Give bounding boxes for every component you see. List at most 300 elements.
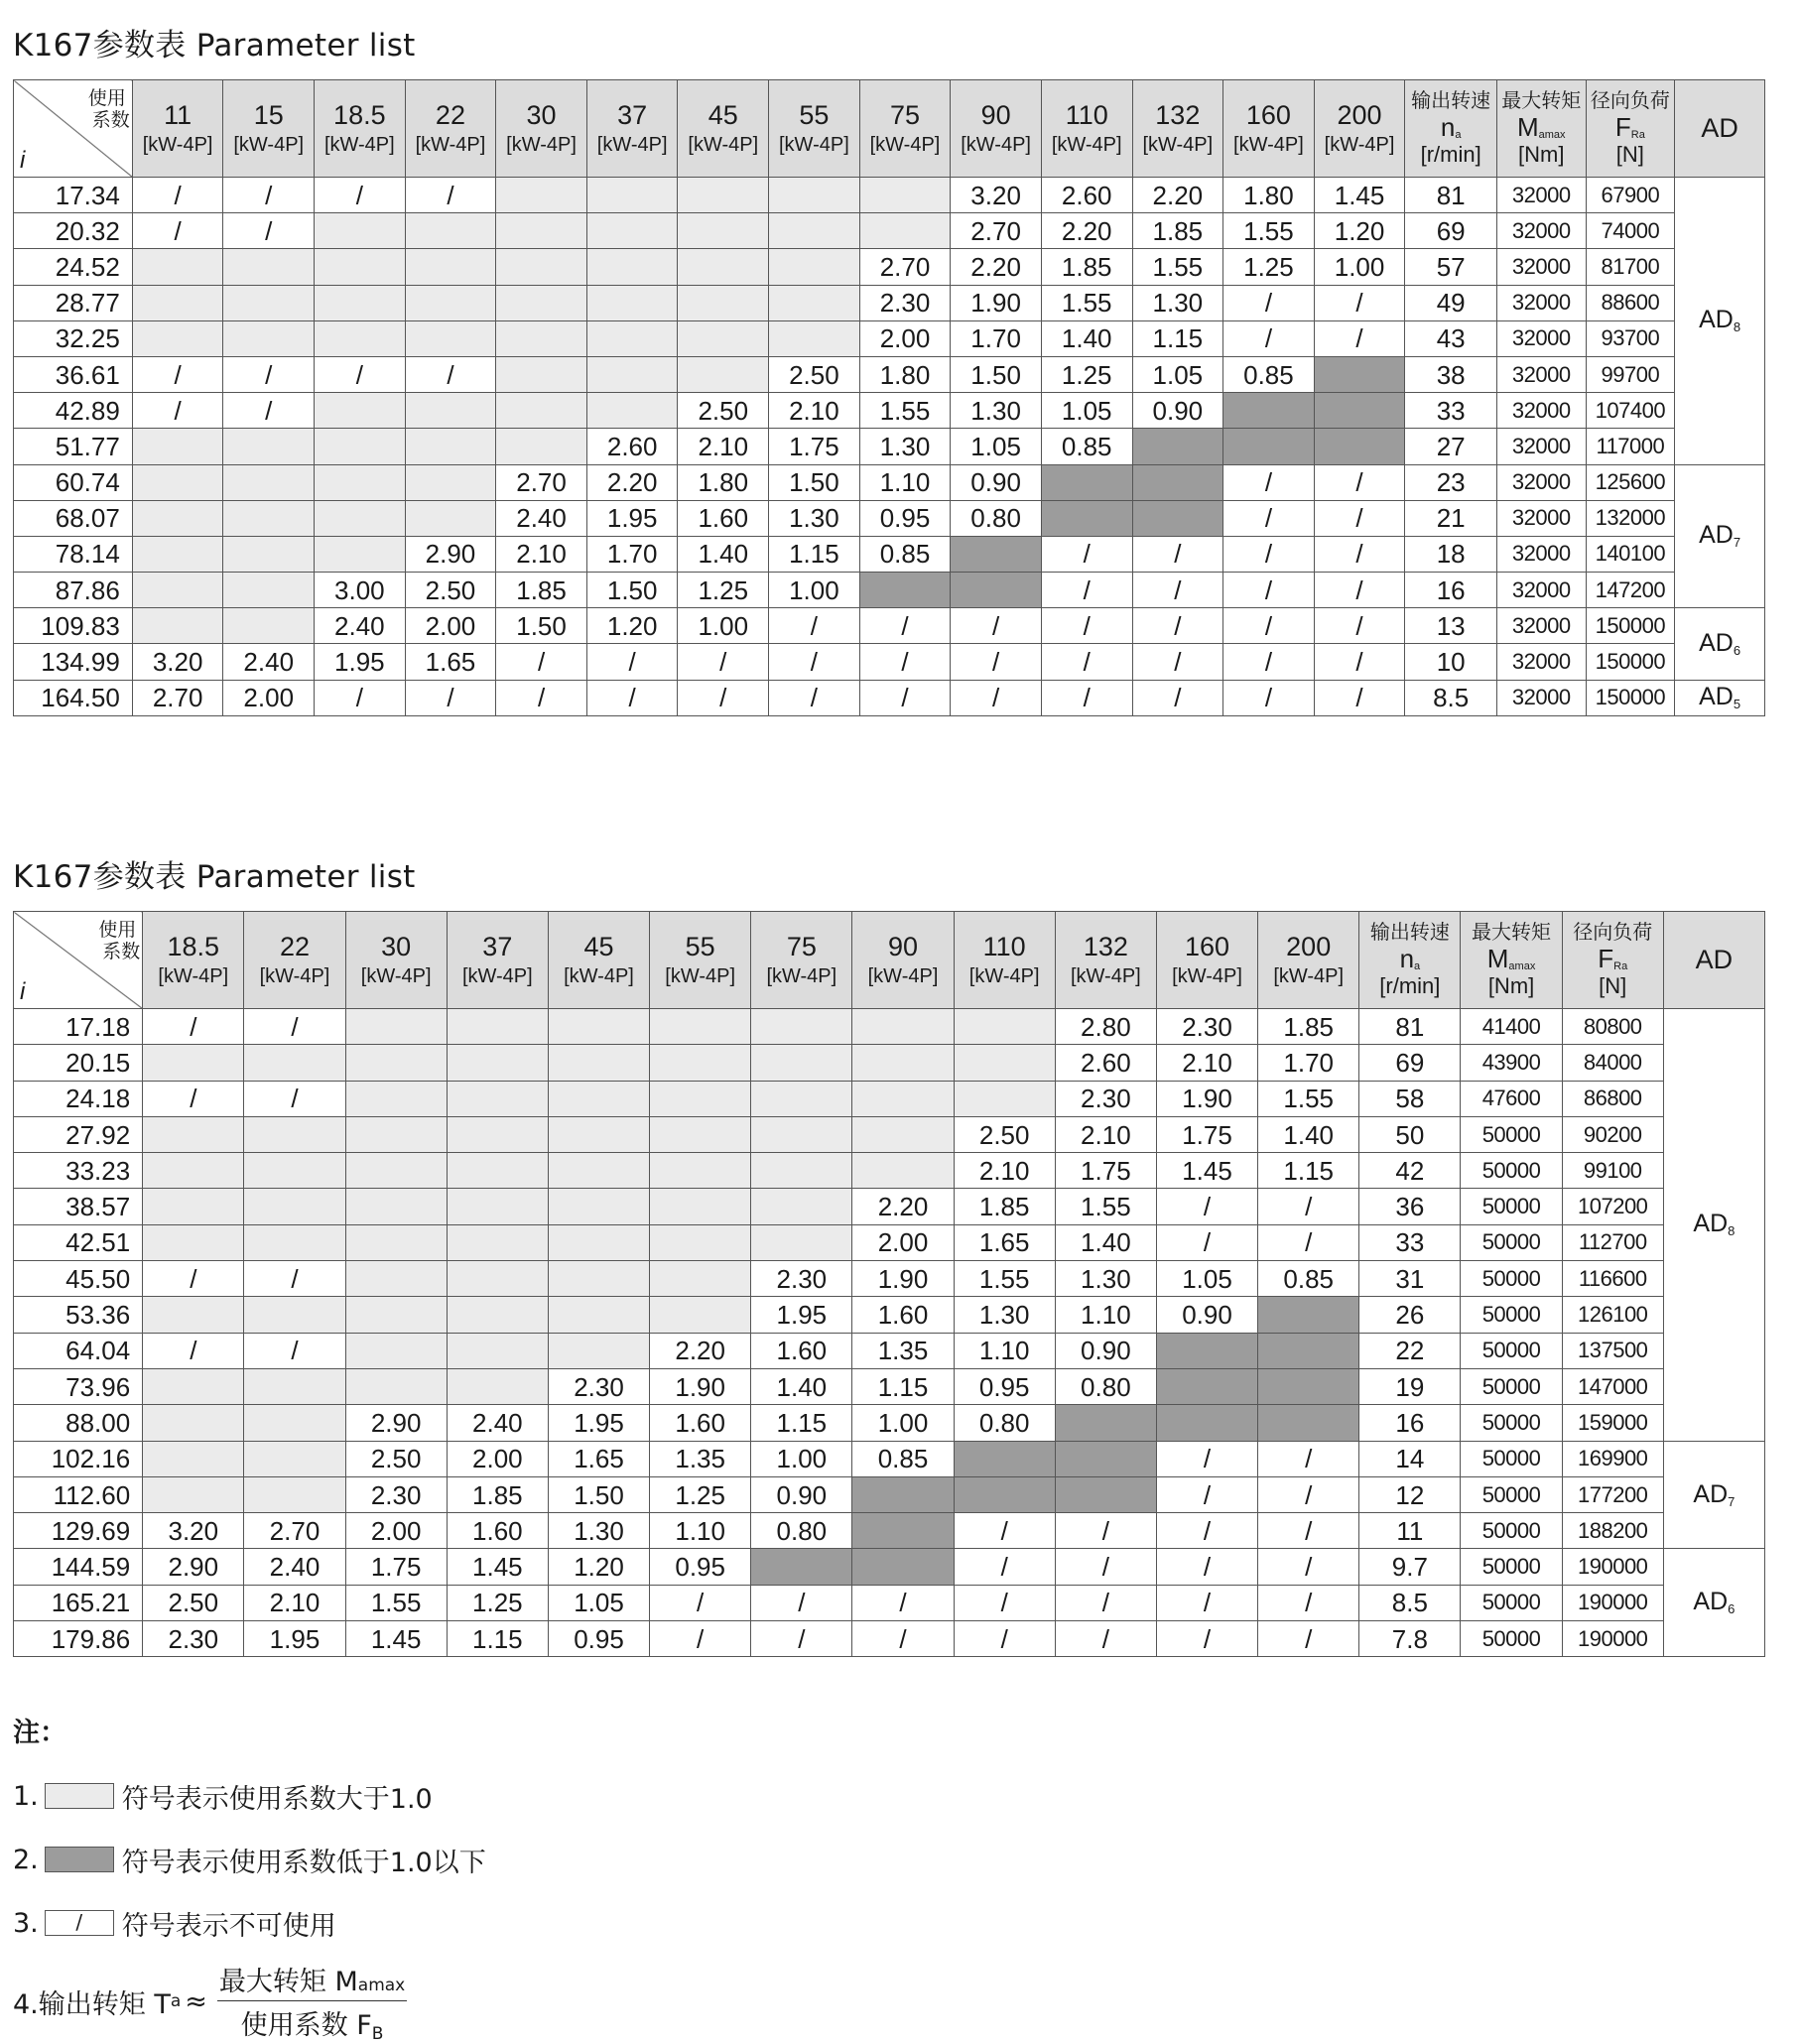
service-cell-light [223,429,315,464]
service-cell-light [586,356,678,392]
service-cell-dark [1156,1405,1257,1441]
header-power-110 [1041,80,1132,178]
output-speed-cell: 27 [1405,429,1497,464]
max-torque-cell: 50000 [1461,1261,1562,1297]
service-factor-cell: 2.00 [345,1513,447,1549]
service-factor-cell: 1.00 [852,1405,954,1441]
service-factor-cell: 1.75 [1156,1116,1257,1152]
max-torque-cn-label: 最大转矩 [1472,922,1552,945]
service-cell-na: / [1314,464,1405,500]
service-factor-cell: 0.90 [1055,1333,1156,1368]
service-factor-cell: 1.60 [678,500,769,536]
service-cell-light [143,1368,244,1404]
service-cell-light [769,178,860,213]
service-factor-cell: 2.70 [859,249,951,285]
service-cell-light [143,1476,244,1512]
note-3-text: 符号表示不可使用 [121,1910,336,1942]
service-factor-cell: 2.10 [496,536,587,572]
service-factor-cell: 1.60 [650,1405,751,1441]
service-cell-na: / [954,1549,1055,1585]
ratio-cell: 64.04 [14,1333,143,1368]
service-cell-dark [1055,1441,1156,1476]
service-cell-light [345,1368,447,1404]
service-factor-cell: 0.95 [954,1368,1055,1404]
ratio-cell: 38.57 [14,1189,143,1224]
power-unit: [kW-4P] [869,133,941,156]
radial-load-cell: 67900 [1586,178,1675,213]
service-cell-na: / [586,644,678,680]
service-factor-cell: 1.45 [1156,1153,1257,1189]
radial-load-cell: 84000 [1562,1045,1663,1081]
ratio-cell: 45.50 [14,1261,143,1297]
service-cell-light [678,213,769,249]
note-1-text: 符号表示使用系数大于1.0 [121,1783,433,1815]
header-radial-load [1586,80,1675,178]
service-cell-na: / [1132,536,1223,572]
service-cell-light [447,1081,548,1116]
service-factor-cell: 2.20 [1041,213,1132,249]
output-speed-cell: 8.5 [1359,1585,1461,1620]
service-cell-na: / [1258,1441,1359,1476]
service-cell-light [132,464,223,500]
ad-group-cell: $AD_7$ [1675,464,1765,608]
service-cell-light [315,213,406,249]
power-value: 37 [482,932,513,962]
output-speed-cell: 19 [1359,1368,1461,1404]
service-cell-na: / [1258,1513,1359,1549]
service-cell-light [132,429,223,464]
power-value: 22 [279,932,310,962]
service-factor-cell: 2.00 [447,1441,548,1476]
header-power-75 [751,912,852,1009]
service-factor-cell: 2.60 [586,429,678,464]
table-row [14,1333,1765,1368]
service-factor-cell: 0.90 [751,1476,852,1512]
radial-load-cell: 188200 [1562,1513,1663,1549]
max-torque-cell: 50000 [1461,1585,1562,1620]
output-speed-cell: 7.8 [1359,1621,1461,1657]
service-cell-na: / [1223,536,1315,572]
service-factor-cell: 1.55 [345,1585,447,1620]
service-cell-dark [1055,1405,1156,1441]
service-factor-cell: 2.10 [244,1585,345,1620]
service-cell-na: / [678,644,769,680]
output-speed-cell: 33 [1359,1224,1461,1260]
ratio-cell: 51.77 [14,429,133,464]
table-row [14,573,1765,608]
service-cell-light [447,1116,548,1152]
table-row [14,1081,1765,1116]
table-row [14,536,1765,572]
service-cell-light [852,1116,954,1152]
notes-section [13,1711,486,2044]
service-factor-cell: 2.20 [1132,178,1223,213]
max-torque-cell: 50000 [1461,1441,1562,1476]
ad-group-cell: $AD_5$ [1675,680,1765,715]
header-ratio-service-diagonal [14,912,143,1009]
service-cell-dark [954,1476,1055,1512]
service-factor-cell: 1.40 [678,536,769,572]
service-cell-na: / [954,1585,1055,1620]
service-cell-na: / [143,1333,244,1368]
service-cell-dark [852,1476,954,1512]
max-torque-cn-label: 最大转矩 [1501,90,1582,113]
service-factor-cell: 1.15 [751,1405,852,1441]
radial-load-cell: 116600 [1562,1261,1663,1297]
service-cell-light [852,1045,954,1081]
service-factor-cell: 3.20 [143,1513,244,1549]
service-cell-na: / [1041,608,1132,644]
service-factor-cell: 1.15 [1258,1153,1359,1189]
service-factor-cell: 1.45 [447,1549,548,1585]
service-factor-cell: 2.10 [1156,1045,1257,1081]
max-torque-cell: 32000 [1496,249,1586,285]
service-factor-cell: 2.10 [678,429,769,464]
service-cell-na: / [1156,1441,1257,1476]
output-speed-cell: 58 [1359,1081,1461,1116]
service-cell-dark [1156,1333,1257,1368]
output-speed-unit: [r/min] [1379,972,1441,998]
service-factor-cell: 2.90 [143,1549,244,1585]
service-cell-light [345,1333,447,1368]
note-1 [13,1777,486,1815]
service-cell-light [345,1189,447,1224]
power-value: 22 [435,100,465,131]
service-cell-dark [859,573,951,608]
output-speed-cell: 81 [1405,178,1497,213]
service-factor-cell: 1.85 [1132,213,1223,249]
service-factor-cell: 1.30 [859,429,951,464]
service-factor-cell: 0.85 [859,536,951,572]
header-radial-load [1562,912,1663,1009]
service-factor-cell: 2.20 [586,464,678,500]
header-power-18-5 [315,80,406,178]
service-factor-cell: 1.50 [951,356,1042,392]
ratio-cell: 32.25 [14,320,133,356]
ratio-cell: 24.52 [14,249,133,285]
radial-load-cell: 190000 [1562,1621,1663,1657]
service-factor-cell: 1.95 [244,1621,345,1657]
service-factor-cell: 1.15 [447,1621,548,1657]
output-speed-cell: 22 [1359,1333,1461,1368]
service-cell-na: / [496,680,587,715]
max-torque-unit: [Nm] [1518,141,1565,167]
service-cell-na: / [1314,320,1405,356]
service-cell-light [751,1045,852,1081]
service-cell-na: / [315,356,406,392]
header-power-160 [1156,912,1257,1009]
service-cell-na: / [1223,320,1315,356]
service-factor-cell: 2.30 [345,1476,447,1512]
service-cell-dark [1156,1368,1257,1404]
service-cell-light [650,1297,751,1333]
radial-load-cell: 125600 [1586,464,1675,500]
service-factor-cell: 1.85 [1258,1009,1359,1045]
table-row [14,1153,1765,1189]
power-unit: [kW-4P] [415,133,486,156]
service-factor-cell: 1.00 [769,573,860,608]
service-cell-light [244,1476,345,1512]
service-cell-dark [951,536,1042,572]
service-factor-cell: 0.90 [1132,393,1223,429]
service-cell-light [345,1224,447,1260]
max-torque-cell: 32000 [1496,500,1586,536]
max-torque-cell: 50000 [1461,1116,1562,1152]
header-power-11 [132,80,223,178]
power-unit: [kW-4P] [779,133,849,156]
service-factor-cell: 1.30 [1132,285,1223,320]
service-cell-light [223,608,315,644]
service-cell-light [345,1116,447,1152]
max-torque-cell: 32000 [1496,680,1586,715]
service-cell-na: / [1156,1189,1257,1224]
service-cell-na: / [859,680,951,715]
ratio-cell: 60.74 [14,464,133,500]
table-row [14,1549,1765,1585]
service-cell-dark [954,1441,1055,1476]
service-cell-light [244,1368,345,1404]
service-cell-light [650,1081,751,1116]
output-speed-cell: 14 [1359,1441,1461,1476]
power-value: 30 [381,932,412,962]
power-unit: [kW-4P] [506,133,577,156]
service-cell-light [244,1405,345,1441]
service-factor-cell: 1.25 [650,1476,751,1512]
power-value: 160 [1245,100,1291,131]
service-cell-light [678,320,769,356]
service-factor-cell: 2.80 [1055,1009,1156,1045]
max-torque-cell: 32000 [1496,608,1586,644]
ratio-cell: 179.86 [14,1621,143,1657]
header-power-37 [586,80,678,178]
service-factor-cell: 1.25 [678,573,769,608]
radial-load-cell: 117000 [1586,429,1675,464]
service-factor-cell: 1.55 [1041,285,1132,320]
radial-load-cell: 107400 [1586,393,1675,429]
table-row [14,320,1765,356]
service-cell-na: / [1156,1585,1257,1620]
max-torque-unit: [Nm] [1487,972,1535,998]
service-factor-cell: 2.20 [852,1189,954,1224]
power-value: 55 [799,100,830,131]
radial-load-cell: 93700 [1586,320,1675,356]
service-cell-na: / [650,1621,751,1657]
service-factor-cell: 1.95 [315,644,406,680]
table-row [14,644,1765,680]
section-title-2: K167参数表 Parameter list [13,859,416,895]
service-factor-cell: 1.05 [951,429,1042,464]
formula-denominator: 使用系数 FB [240,2009,384,2044]
service-cell-na: / [1258,1189,1359,1224]
power-unit: [kW-4P] [867,964,939,987]
service-cell-light [244,1045,345,1081]
service-cell-na: / [1132,573,1223,608]
ratio-cell: 102.16 [14,1441,143,1476]
service-cell-light [586,393,678,429]
service-cell-light [315,393,406,429]
power-unit: [kW-4P] [1324,133,1395,156]
service-cell-light [132,320,223,356]
service-factor-cell: 1.05 [548,1585,649,1620]
power-unit: [kW-4P] [564,964,634,987]
service-factor-cell: 1.20 [1314,213,1405,249]
header-power-200 [1258,912,1359,1009]
output-speed-symbol: $n_a$ [1440,112,1462,143]
service-cell-light [496,213,587,249]
power-unit: [kW-4P] [961,133,1031,156]
header-ratio-label: i [20,978,26,1005]
header-ad: AD [1663,912,1764,1009]
service-factor-cell: 1.75 [1055,1153,1156,1189]
service-factor-cell: 1.40 [1055,1224,1156,1260]
service-cell-na: / [1223,644,1315,680]
ad-group-cell: $AD_6$ [1675,608,1765,680]
service-cell-light [143,1405,244,1441]
service-cell-light [650,1261,751,1297]
service-cell-dark [1041,464,1132,500]
service-factor-cell: 2.50 [405,573,496,608]
service-cell-light [496,178,587,213]
service-factor-cell: 1.55 [954,1261,1055,1297]
service-factor-cell: 0.80 [1055,1368,1156,1404]
service-cell-na: / [143,1009,244,1045]
max-torque-cell: 43900 [1461,1045,1562,1081]
service-factor-cell: 1.95 [751,1297,852,1333]
power-unit: [kW-4P] [259,964,330,987]
ratio-cell: 17.34 [14,178,133,213]
ratio-cell: 144.59 [14,1549,143,1585]
power-unit: [kW-4P] [360,964,432,987]
radial-load-cell: 81700 [1586,249,1675,285]
max-torque-cell: 50000 [1461,1476,1562,1512]
service-factor-cell: 2.20 [650,1333,751,1368]
ratio-cell: 134.99 [14,644,133,680]
max-torque-cell: 50000 [1461,1189,1562,1224]
service-cell-light [678,249,769,285]
power-value: 37 [617,100,648,131]
service-factor-cell: 1.25 [447,1585,548,1620]
table-row [14,1405,1765,1441]
service-cell-light [315,536,406,572]
service-factor-cell: 1.45 [1314,178,1405,213]
service-factor-cell: 2.90 [345,1405,447,1441]
note-4-formula [13,1962,486,2044]
service-cell-na: / [1041,536,1132,572]
radial-load-cell: 88600 [1586,285,1675,320]
service-cell-light [769,320,860,356]
service-cell-light [447,1045,548,1081]
service-factor-cell: 1.20 [586,608,678,644]
service-cell-na: / [223,178,315,213]
output-speed-cell: 8.5 [1405,680,1497,715]
service-cell-light [244,1116,345,1152]
service-factor-cell: 2.50 [345,1441,447,1476]
service-cell-light [345,1261,447,1297]
header-power-132 [1055,912,1156,1009]
service-cell-light [405,393,496,429]
max-torque-cell: 50000 [1461,1333,1562,1368]
header-power-37 [447,912,548,1009]
service-cell-light [650,1189,751,1224]
header-power-200 [1314,80,1405,178]
header-power-110 [954,912,1055,1009]
output-speed-cell: 42 [1359,1153,1461,1189]
note-2 [13,1841,486,1878]
power-unit: [kW-4P] [766,964,837,987]
service-cell-na: / [1156,1224,1257,1260]
service-factor-cell: 1.00 [1314,249,1405,285]
service-cell-na: / [132,213,223,249]
service-cell-dark [1223,429,1315,464]
service-cell-light [315,320,406,356]
service-cell-light [244,1441,345,1476]
service-factor-cell: 1.85 [447,1476,548,1512]
service-cell-light [751,1189,852,1224]
radial-load-unit: [N] [1599,972,1627,998]
service-factor-cell: 3.20 [132,644,223,680]
service-cell-light [447,1297,548,1333]
max-torque-cell: 32000 [1496,393,1586,429]
service-cell-na: / [223,213,315,249]
service-cell-dark [1223,393,1315,429]
service-factor-cell: 1.15 [769,536,860,572]
service-cell-light [315,429,406,464]
max-torque-cell: 32000 [1496,644,1586,680]
radial-load-cell: 132000 [1586,500,1675,536]
service-cell-light [447,1153,548,1189]
service-factor-cell: 0.90 [951,464,1042,500]
ratio-cell: 20.32 [14,213,133,249]
service-cell-dark [1258,1297,1359,1333]
service-cell-dark [1258,1368,1359,1404]
service-cell-light [315,464,406,500]
service-factor-cell: 1.65 [954,1224,1055,1260]
table-row [14,1585,1765,1620]
service-cell-light [496,356,587,392]
service-cell-light [244,1189,345,1224]
output-speed-cell: 36 [1359,1189,1461,1224]
service-factor-cell: 1.55 [1258,1081,1359,1116]
power-unit: [kW-4P] [688,133,759,156]
service-factor-cell: 2.40 [496,500,587,536]
service-factor-cell: 1.05 [1041,393,1132,429]
max-torque-cell: 50000 [1461,1621,1562,1657]
max-torque-cell: 32000 [1496,285,1586,320]
output-speed-cell: 38 [1405,356,1497,392]
max-torque-cell: 50000 [1461,1153,1562,1189]
radial-load-cell: 80800 [1562,1009,1663,1045]
max-torque-cell: 50000 [1461,1513,1562,1549]
service-cell-light [132,249,223,285]
service-cell-na: / [951,608,1042,644]
power-value: 75 [889,100,921,131]
service-factor-cell: 1.60 [852,1297,954,1333]
service-factor-cell: 1.75 [345,1549,447,1585]
service-factor-cell: 0.95 [650,1549,751,1585]
service-factor-cell: 0.85 [852,1441,954,1476]
table-row [14,285,1765,320]
radial-load-cell: 177200 [1562,1476,1663,1512]
radial-load-cn-label: 径向负荷 [1573,922,1653,945]
service-cell-na: / [1041,644,1132,680]
radial-load-cell: 137500 [1562,1333,1663,1368]
service-cell-na: / [1055,1585,1156,1620]
service-cell-na: / [223,356,315,392]
output-speed-cell: 26 [1359,1297,1461,1333]
max-torque-cell: 50000 [1461,1405,1562,1441]
ratio-cell: 42.89 [14,393,133,429]
table-row [14,500,1765,536]
